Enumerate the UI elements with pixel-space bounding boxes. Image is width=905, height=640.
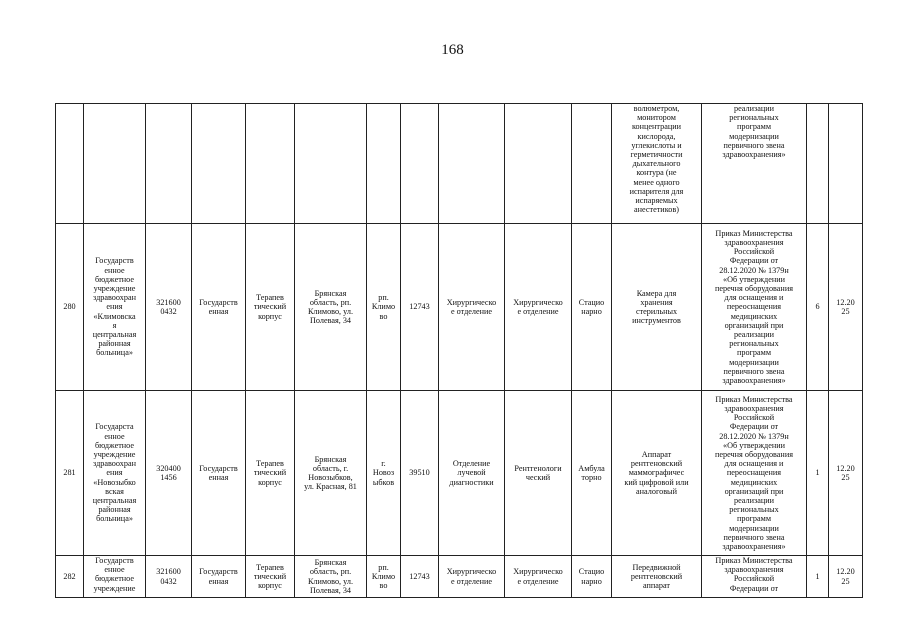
quantity-cell: 1 (807, 391, 829, 556)
unit-cell: Хирургическо е отделение (439, 224, 505, 391)
quantity-cell (807, 104, 829, 224)
address-cell (295, 104, 367, 224)
legal-basis-cell: Приказ Министерства здравоохранения Российской Федерации от 28.12.2020 № 1379н «Об утверждении перечня оборудования для оснащения и переоснащения медицинских организаций при реализации региональных программ модернизации первичного звена здравоохранения» (702, 391, 807, 556)
row-number-cell: 282 (56, 556, 84, 598)
equipment-registry-table (55, 103, 863, 598)
quantity-cell: 6 (807, 224, 829, 391)
table-row (56, 104, 863, 224)
care-condition-cell: Амбула торно (572, 391, 612, 556)
table-row (56, 224, 863, 391)
building-cell (246, 104, 295, 224)
address-cell: Брянская область, г. Новозыбков, ул. Красная, 81 (295, 391, 367, 556)
legal-basis-cell: Приказ Министерства здравоохранения Российской Федерации от 28.12.2020 № 1379н «Об утверждении перечня оборудования для оснащения и переоснащения медицинских организаций при реализации региональных программ модернизации первичного звена здравоохранения» (702, 224, 807, 391)
locality-cell (367, 104, 401, 224)
ownership-cell: Государств енная (192, 224, 246, 391)
code-cell (146, 104, 192, 224)
institution-name-cell: Государств енное бюджетное учреждение (84, 556, 146, 598)
row-number-cell: 280 (56, 224, 84, 391)
department-cell: Рентгенологи ческий (505, 391, 572, 556)
ownership-cell: Государств енная (192, 391, 246, 556)
unit-cell: Отделение лучевой диагностики (439, 391, 505, 556)
ownership-cell (192, 104, 246, 224)
date-cell: 12.20 25 (829, 556, 863, 598)
legal-basis-cell: реализации региональных программ модернизации первичного звена здравоохранения» (702, 104, 807, 224)
code-cell: 321600 0432 (146, 556, 192, 598)
oktmo-cell: 12743 (401, 224, 439, 391)
date-cell (829, 104, 863, 224)
oktmo-cell (401, 104, 439, 224)
oktmo-cell: 39510 (401, 391, 439, 556)
care-condition-cell: Стацио нарно (572, 224, 612, 391)
table-row (56, 556, 863, 598)
equipment-cell: Аппарат рентгеновский маммографичес кий цифровой или аналоговый (612, 391, 702, 556)
building-cell: Терапев тический корпус (246, 391, 295, 556)
locality-cell: г. Новоз ыбков (367, 391, 401, 556)
address-cell: Брянская область, рп. Климово, ул. Полевая, 34 (295, 224, 367, 391)
date-cell: 12.20 25 (829, 391, 863, 556)
row-number-cell: 281 (56, 391, 84, 556)
institution-name-cell: Государста енное бюджетное учреждение здравоохран ения «Новозыбко вская центральная районная больница» (84, 391, 146, 556)
row-number-cell (56, 104, 84, 224)
locality-cell: рп. Климо во (367, 224, 401, 391)
department-cell (505, 104, 572, 224)
equipment-cell: Передвижной рентгеновский аппарат (612, 556, 702, 598)
legal-basis-cell: Приказ Министерства здравоохранения Российской Федерации от (702, 556, 807, 598)
quantity-cell: 1 (807, 556, 829, 598)
department-cell: Хирургическо е отделение (505, 556, 572, 598)
unit-cell (439, 104, 505, 224)
table-row (56, 391, 863, 556)
ownership-cell: Государств енная (192, 556, 246, 598)
date-cell: 12.20 25 (829, 224, 863, 391)
page-number: 168 (441, 42, 464, 58)
address-cell: Брянская область, рп. Климово, ул. Полевая, 34 (295, 556, 367, 598)
building-cell: Терапев тический корпус (246, 556, 295, 598)
institution-name-cell (84, 104, 146, 224)
equipment-cell: Камера для хранения стерильных инструментов (612, 224, 702, 391)
oktmo-cell: 12743 (401, 556, 439, 598)
care-condition-cell (572, 104, 612, 224)
unit-cell: Хирургическо е отделение (439, 556, 505, 598)
code-cell: 321600 0432 (146, 224, 192, 391)
institution-name-cell: Государств енное бюджетное учреждение здравоохран ения «Климовска я центральная районная больница» (84, 224, 146, 391)
department-cell: Хирургическо е отделение (505, 224, 572, 391)
locality-cell: рп. Климо во (367, 556, 401, 598)
building-cell: Терапев тический корпус (246, 224, 295, 391)
code-cell: 320400 1456 (146, 391, 192, 556)
equipment-cell: волюметром, монитором концентрации кислорода, углекислоты и герметичности дыхательного контура (не менее одного испарителя для испаряемых анестетиков) (612, 104, 702, 224)
care-condition-cell: Стацио нарно (572, 556, 612, 598)
